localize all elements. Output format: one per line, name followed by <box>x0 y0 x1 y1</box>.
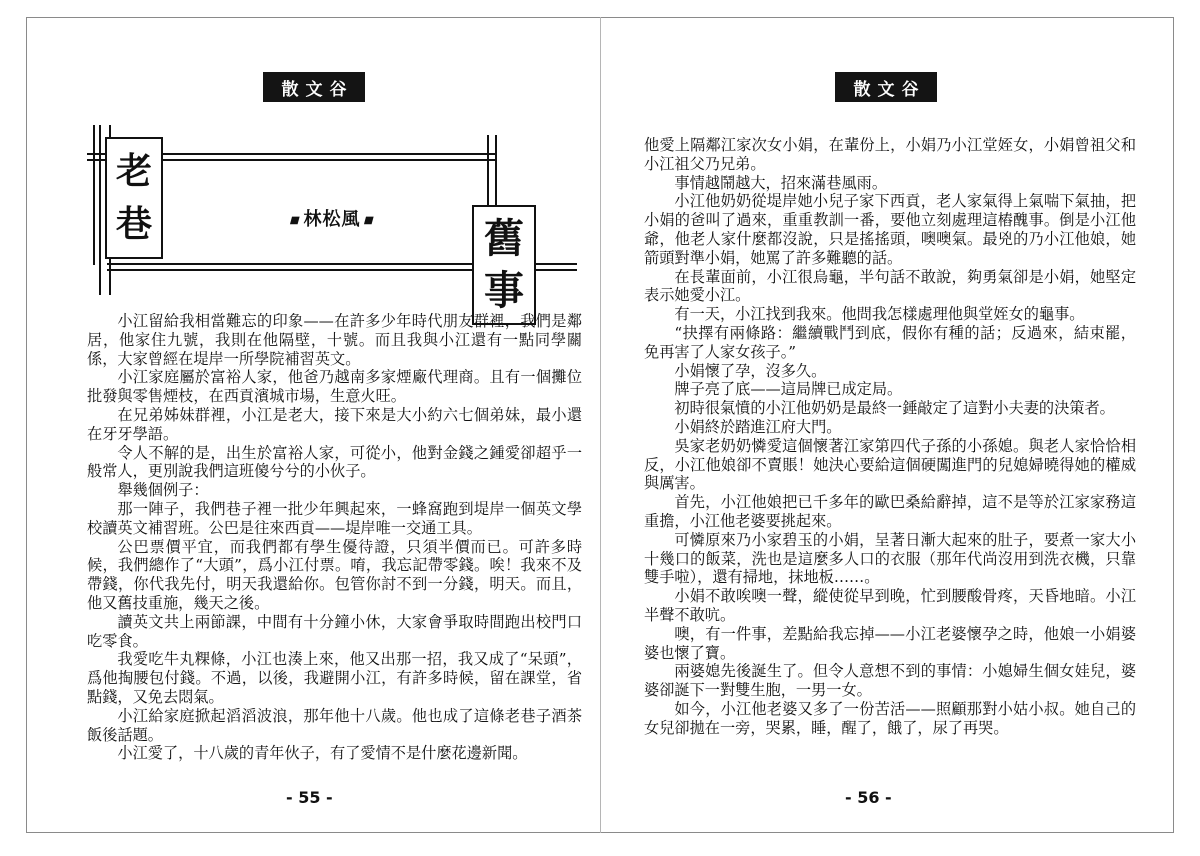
page-number: - 56 - <box>845 788 892 807</box>
paragraph: 在長輩面前，小江很烏龜，半句話不敢說，夠勇氣卻是小娟，她堅定表示她愛小江。 <box>644 267 1136 305</box>
title-block <box>87 125 577 317</box>
paragraph: 小江家庭屬於富裕人家，他爸乃越南多家煙廠代理商。且有一個攤位批發與零售煙枝，在西貢濱城市場，生意火旺。 <box>87 368 582 406</box>
paragraph: 牌子亮了底——這局牌已成定局。 <box>674 380 903 399</box>
paragraph: 舉幾個例子： <box>117 481 209 500</box>
title-char: 舊 <box>484 216 524 262</box>
paragraph: 小娟不敢唉噢一聲，縱使從早到晚，忙到腰酸骨疼，天昏地暗。小江半聲不敢吭。 <box>644 587 1136 624</box>
paragraph: 在兄弟姊妹群裡，小江是老大，接下來是大小約六七個弟妹，最小還在牙牙學語。 <box>87 405 582 443</box>
paragraph: 我愛吃牛丸粿條，小江也湊上來，他又出那一招，我又成了“呆頭”，爲他掏腰包付錢。不過，以後，我避開小江，有許多時候，留在課堂，省點錢，又免去悶氣。 <box>87 650 582 706</box>
paragraph: 小江給家庭掀起滔滔波浪，那年他十八歲。他也成了這條老巷子酒茶飯後話題。 <box>87 706 582 744</box>
body-text <box>87 312 582 763</box>
frame-line <box>99 125 101 295</box>
paragraph: 小江留給我相當難忘的印象——在許多少年時代朋友群裡，我們是鄰居，他家住九號，我則在他隔壁，十號。而且我與小江還有一點同學關係，大家曾經在堤岸一所學院補習英文。 <box>87 312 582 368</box>
paragraph: 兩婆媳先後誕生了。但令人意想不到的事情：小媳婦生個女娃兒，婆婆卻誕下一對雙生胞，一男一女。 <box>644 662 1136 700</box>
frame-line <box>93 125 95 265</box>
author-text: 林松風 <box>303 209 361 230</box>
section-header: 散文谷 <box>263 72 365 102</box>
author-name: ■林松風 ■ <box>288 209 376 230</box>
section-header: 散文谷 <box>835 72 937 102</box>
title-char: 事 <box>484 268 524 314</box>
paragraph: 令人不解的是，出生於富裕人家，可從小，他對金錢之鍾愛卻超乎一般常人，更別說我們這班傻兮兮的小伙子。 <box>87 443 582 481</box>
page-number: - 55 - <box>286 788 333 807</box>
title-char: 巷 <box>115 203 152 245</box>
title-box-bottom <box>472 205 536 325</box>
paragraph: 首先，小江他娘把已千多年的歐巴桑給辭掉，這不是等於江家家務這重擔，小江他老婆要挑起來。 <box>644 493 1136 530</box>
paragraph: 讀英文共上兩節課，中間有十分鐘小休，大家會爭取時間跑出校門口吃零食。 <box>87 612 582 650</box>
paragraph: 小娟終於踏進江府大門。 <box>674 417 842 436</box>
paragraph: 公巴票價平宜，而我們都有學生優待證，只須半價而已。可許多時候，我們總作了“大頭”，爲小江付票。唷，我忘記帶零錢。唉！我來不及帶錢，你代我先付，明天我還給你。包管你討不到一分錢，明天。而且，他又舊技重施，幾天之後。 <box>87 537 582 612</box>
paragraph: 小娟懷了孕，沒多久。 <box>674 361 827 380</box>
paragraph: 初時很氣憤的小江他奶奶是最終一錘敲定了這對小夫妻的決策者。 <box>674 399 1115 418</box>
body-text <box>644 136 1136 738</box>
paragraph: 吳家老奶奶憐愛這個懷著江家第四代子孫的小孫媳。與老人家恰恰相反，小江他娘卻不賣賬！她決心要給這個硬闖進門的兒媳婦曉得她的權威與厲害。 <box>644 436 1136 493</box>
right-page <box>601 17 1173 833</box>
paragraph: 小江愛了，十八歲的青年伙子，有了愛情不是什麼花邊新聞。 <box>117 744 528 763</box>
paragraph: 可憐原來乃小家碧玉的小娟，呈著日漸大起來的肚子，要煮一家大小十幾口的飯菜，洗也是這麼多人口的衣服（那年代尚沒用到洗衣機，只靠雙手啦），還有掃地，抹地板……。 <box>644 530 1136 587</box>
paragraph: 噢，有一件事，差點給我忘掉——小江老婆懷孕之時，他娘一小娟婆婆也懷了寶。 <box>644 624 1136 662</box>
title-box-top <box>105 137 163 259</box>
paragraph: 事情越鬧越大，招來滿巷風雨。 <box>674 173 888 192</box>
paragraph: 他愛上隔鄰江家次女小娟，在輩份上，小娟乃小江堂姪女，小娟曾祖父和小江祖父乃兄弟。 <box>644 136 1136 173</box>
paragraph: 小江他奶奶從堤岸她小兒子家下西貢，老人家氣得上氣喘下氣抽，把小娟的爸叫了過來，重重教訓一番，要他立刻處理這樁醜事。倒是小江他爺，他老人家什麼都沒說，只是搖搖頭，噢噢氣。最兇的乃小江他娘，她箭頭對準小娟，她罵了許多難聽的話。 <box>644 192 1136 267</box>
paragraph: “抉擇有兩條路：繼續戰鬥到底，假你有種的話；反過來，結束罷，免再害了人家女孩子。” <box>644 323 1136 361</box>
paragraph: 如今，小江他老婆又多了一份苦活——照顧那對小姑小叔。她自己的女兒卻拋在一旁，哭累，睡，醒了，餓了，尿了再哭。 <box>644 699 1136 737</box>
left-page <box>27 17 599 833</box>
title-char: 老 <box>115 150 152 192</box>
paragraph: 有一天，小江找到我來。他問我怎樣處理他與堂姪女的龜事。 <box>674 305 1085 324</box>
paragraph: 那一陣子，我們巷子裡一批少年興起來，一蜂窩跑到堤岸一個英文學校讀英文補習班。公巴是往來西貢——堤岸唯一交通工具。 <box>87 499 582 537</box>
